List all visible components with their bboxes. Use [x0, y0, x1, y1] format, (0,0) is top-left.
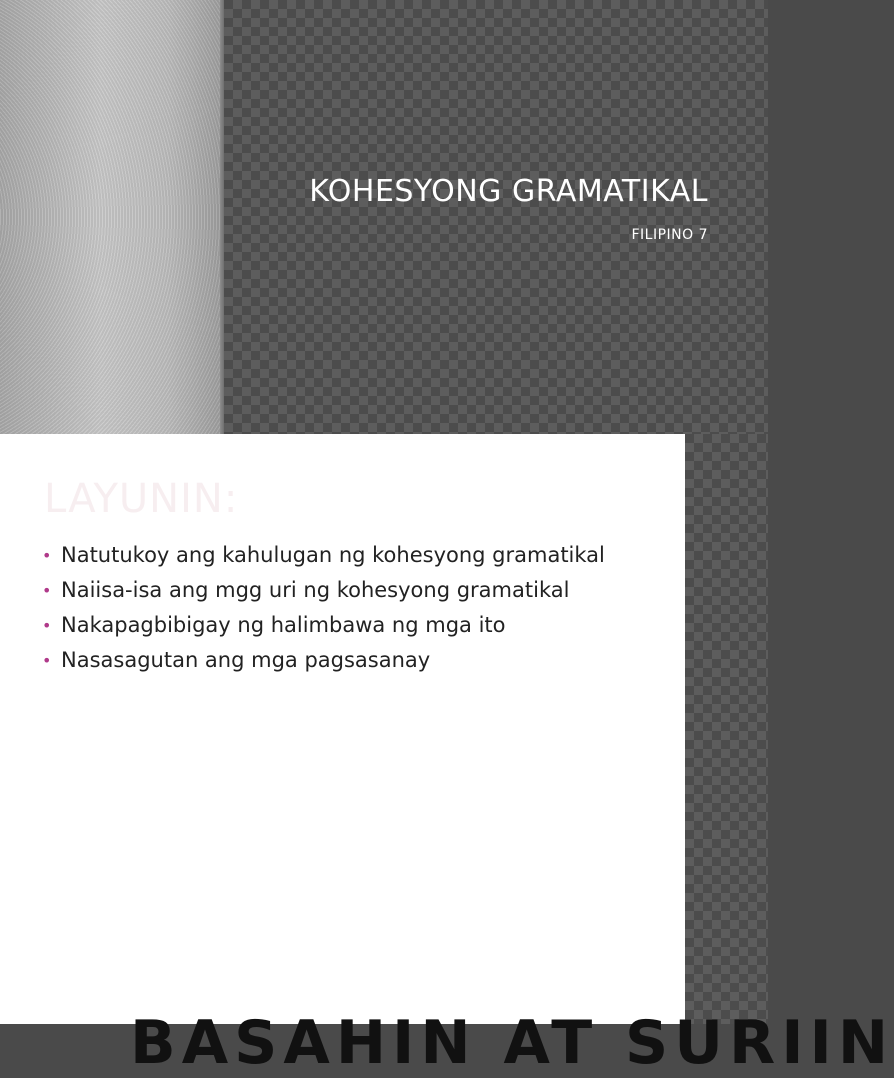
list-item — [42, 573, 605, 608]
silver-panel-edge — [220, 0, 224, 434]
slide-title: KOHESYONG GRAMATIKAL — [309, 174, 708, 209]
slide-subtitle: FILIPINO 7 — [631, 227, 708, 243]
bullet-icon: • — [42, 581, 52, 600]
objectives-slide — [0, 434, 685, 1024]
list-item-text: Nasasagutan ang mga pagsasanay — [61, 648, 431, 672]
title-slide-background — [224, 0, 768, 434]
bullet-icon: • — [42, 651, 52, 670]
list-item-text: Naiisa-isa ang mgg uri ng kohesyong gramatikal — [61, 578, 570, 602]
next-slide-heading: BASAHIN AT SURIIN — [130, 1008, 894, 1078]
list-item — [42, 643, 605, 678]
objectives-heading: LAYUNIN: — [44, 476, 239, 522]
side-pattern-strip — [685, 434, 768, 1024]
bullet-icon: • — [42, 616, 52, 635]
objectives-list — [42, 538, 605, 678]
list-item — [42, 608, 605, 643]
list-item-text: Nakapagbibigay ng halimbawa ng mga ito — [61, 613, 506, 637]
list-item — [42, 538, 605, 573]
list-item-text: Natutukoy ang kahulugan ng kohesyong gramatikal — [61, 543, 605, 567]
silver-panel-decoration — [0, 0, 224, 434]
bullet-icon: • — [42, 546, 52, 565]
